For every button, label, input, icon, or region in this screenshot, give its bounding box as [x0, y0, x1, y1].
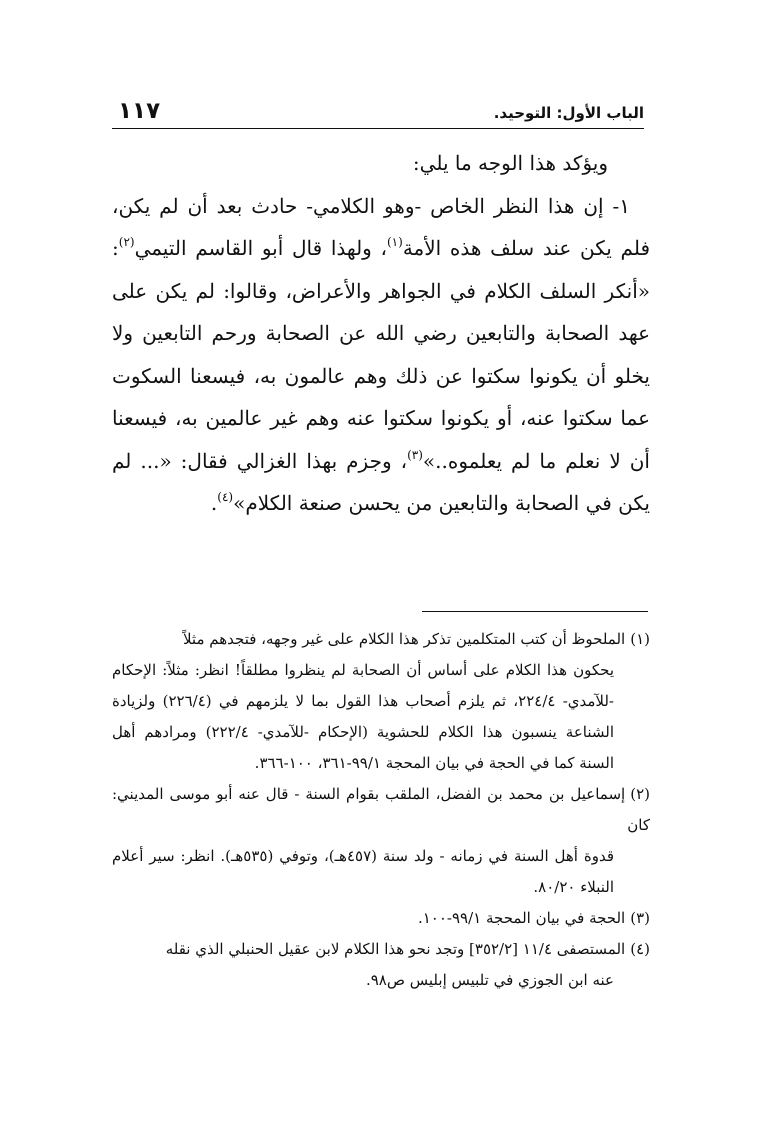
footnote-1 — [112, 624, 650, 779]
footnote-3 — [112, 903, 650, 934]
footnote-ref-3[interactable]: (٣) — [407, 447, 423, 462]
footnote-marker: (٤) — [630, 940, 650, 958]
footnote-2 — [112, 779, 650, 903]
footnote-continuation: يحكون هذا الكلام على أساس أن الصحابة لم ينظروا مطلقاً! انظر: مثلاً: الإحكام -للآمدي- ٢٢٤/٤، ثم يلزم أصحاب هذا القول بما لا يلزمهم في (٢٢٦/٤) ولزيادة الشناعة ينسبون هذا الكلام للحشوية (الإحكام -للآمدي- ٢٢٢/٤) ومرادهم أهل السنة كما في الحجة في بيان المحجة ٩٩/١-٣٦١، ١٠٠-٣٦٦. — [112, 661, 615, 772]
intro-line: ويؤكد هذا الوجه ما يلي: — [412, 151, 608, 175]
point-one-text-a: ١- إن هذا النظر الخاص -وهو الكلامي- حادث بعد أن لم يكن، فلم يكن عند سلف هذه الأمة — [112, 193, 650, 260]
point-one-text-e: . — [210, 491, 218, 515]
footnote-text: المستصفى ١١/٤ [٣٥٢/٢] وتجد نحو هذا الكلام لابن عقيل الحنبلي الذي نقله — [165, 940, 626, 958]
point-one-text-c: : «أنكر السلف الكلام في الجواهر والأعراض، وقالوا: لم يكن على عهد الصحابة والتابعين رضي الله عن الصحابة ورحم التابعين ولا يخلو أن يكونوا سكتوا عن ذلك وهم عالمون به، فيسعنا السكوت عما سكتوا عنه، أو يكونوا سكتوا عنه وهم غير عالمين به، فيسعنا أن لا نعلم ما لم يعلموه..» — [112, 236, 650, 473]
footnote-4 — [112, 934, 650, 996]
running-header — [112, 100, 644, 129]
footnote-marker: (١) — [630, 630, 650, 648]
footnote-continuation: عنه ابن الجوزي في تلبيس إبليس ص٩٨. — [365, 971, 614, 989]
footnote-text: إسماعيل بن محمد بن الفضل، الملقب بقوام السنة - قال عنه أبو موسى المديني: كان — [112, 785, 650, 834]
footnote-text: الملحوظ أن كتب المتكلمين تذكر هذا الكلام على غير وجهه، فتجدهم مثلاً — [182, 630, 626, 648]
chapter-title: الباب الأول: التوحيد. — [493, 104, 644, 122]
footnote-continuation: قدوة أهل السنة في زمانه - ولد سنة (٤٥٧هـ)، وتوفي (٥٣٥هـ). انظر: سير أعلام النبلاء ٨٠/٢٠. — [112, 847, 614, 896]
footnote-ref-1[interactable]: (١) — [386, 235, 403, 249]
point-one-paragraph — [112, 185, 650, 525]
footnote-marker: (٢) — [630, 785, 650, 803]
point-one-text-d: ، وجزم بهذا الغزالي فقال: «... لم يكن في الصحابة والتابعين من يحسن صنعة الكلام» — [112, 448, 650, 515]
footnote-ref-2[interactable]: (٢) — [118, 235, 135, 249]
page-number: ١١٧ — [118, 98, 161, 124]
point-one-text-b: ، ولهذا قال أبو القاسم التيمي — [134, 236, 387, 260]
footnote-marker: (٣) — [630, 909, 650, 927]
footnote-text: الحجة في بيان المحجة ٩٩/١-١٠٠. — [417, 909, 626, 927]
footnotes — [112, 624, 650, 996]
main-text — [112, 142, 650, 525]
footnote-ref-4[interactable]: (٤) — [217, 490, 234, 504]
footnote-separator — [422, 611, 648, 612]
